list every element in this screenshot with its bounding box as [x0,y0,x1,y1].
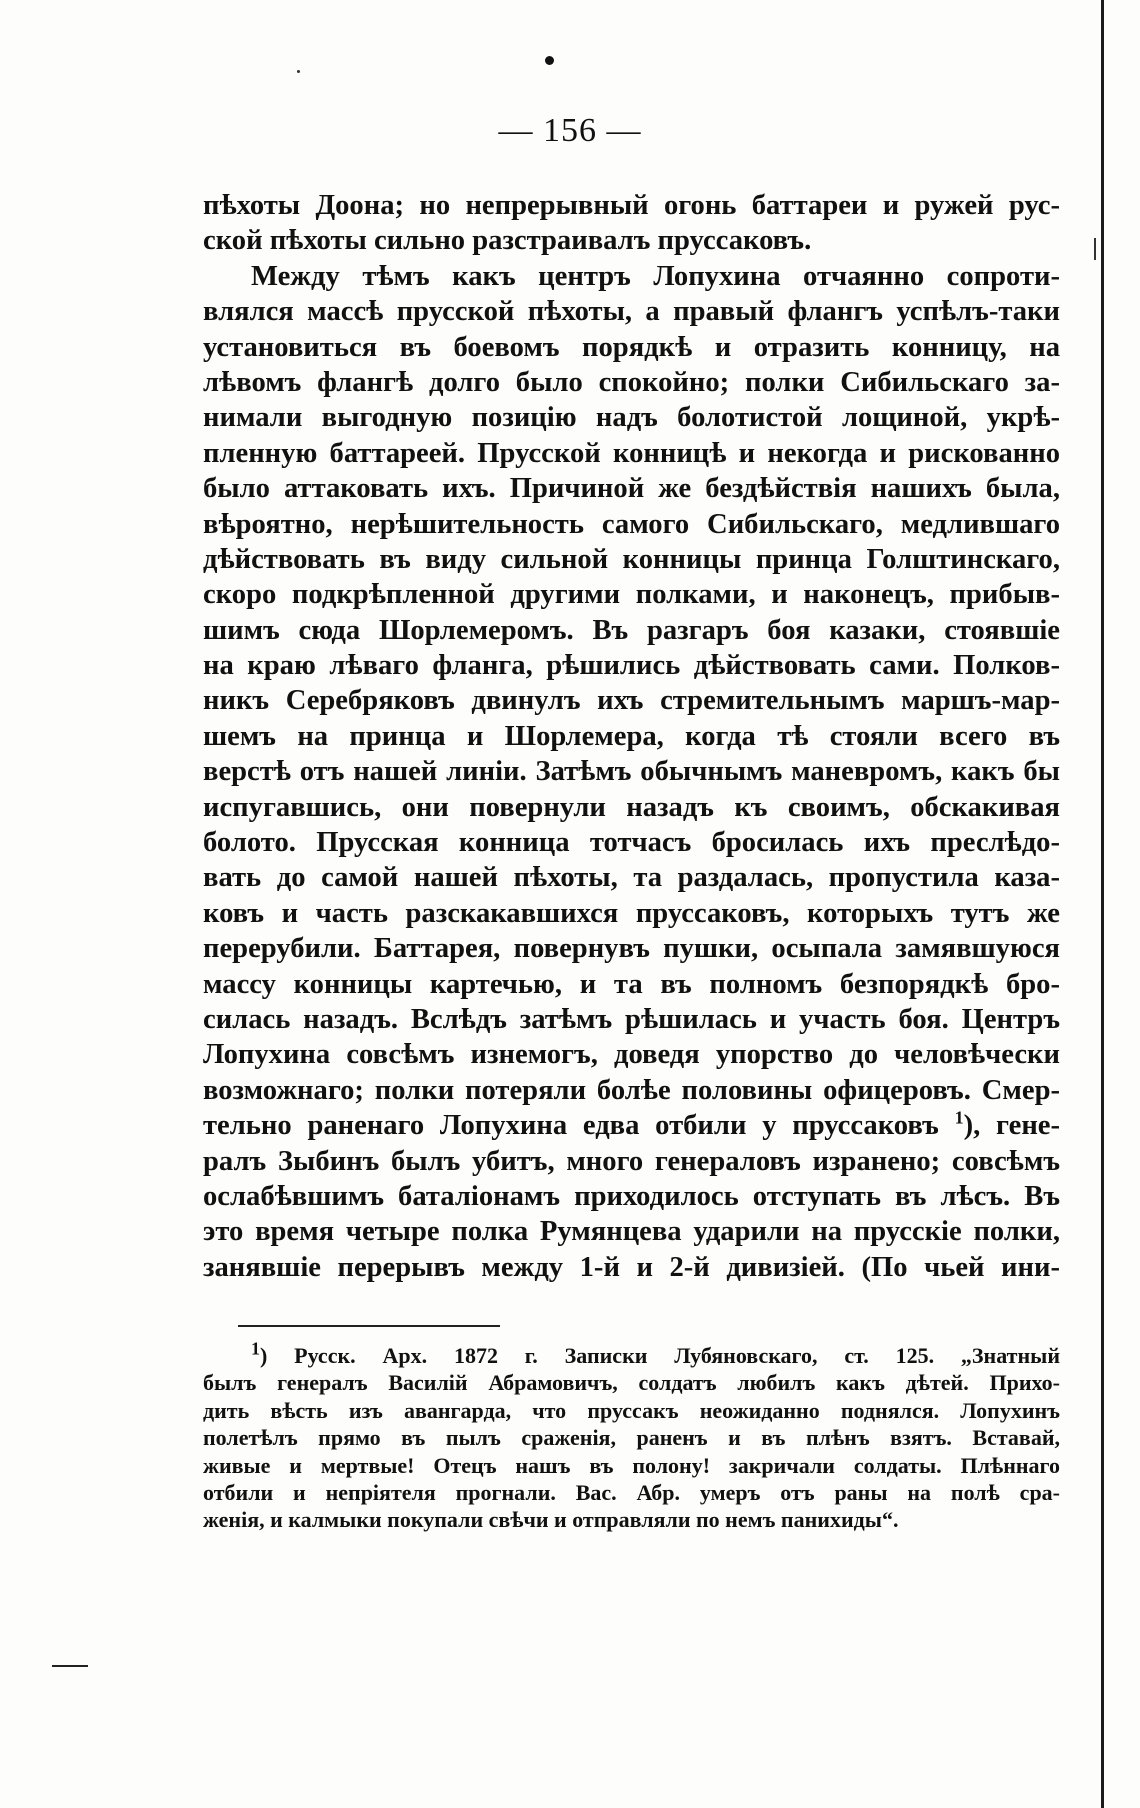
text-line: ской пѣхоты сильно разстраивалъ пруссаковъ. [203,225,812,257]
text-line: возможнаго; полки потеряли болѣе половины офицеровъ. Смер- [203,1074,1060,1106]
footnote [203,1338,1060,1534]
text-line: ралъ Зыбинъ былъ убитъ, много генераловъ изранено; совсѣмъ [203,1145,1060,1177]
text-line: нимали выгодную позицію надъ болотистой лощиной, укрѣ- [203,402,1060,434]
scan-edge-line [1101,0,1104,1808]
footnote-text: Русск. Арх. 1872 г. Записки Лубяновскаго, ст. 125. „Знатный [294,1343,1060,1368]
text-line: Лопухина совсѣмъ изнемогъ, доведя упорство до человѣчески [203,1039,1060,1071]
text-line: никъ Серебряковъ двинулъ ихъ стремительнымъ маршъ-мар- [203,685,1060,717]
text-line: пѣхоты Доона; но непрерывный огонь баттареи и ружей рус- [203,190,1060,221]
footnote-line: былъ генералъ Василій Абрамовичъ, солдатъ любилъ какъ дѣтей. Прихо- [203,1370,1060,1396]
text-line: вѣроятно, нерѣшительность самого Сибильскаго, медлившаго [203,508,1060,540]
text-line: занявшіе перерывъ между 1-й и 2-й дивизіей. (По чьей ини- [203,1251,1060,1283]
text-line: ослабѣвшимъ баталіонамъ приходилось отступать въ лѣсъ. Въ [203,1180,1060,1212]
text-line: скоро подкрѣпленной другими полками, и наконецъ, прибыв- [203,579,1060,611]
footnote-marker: 1 [251,1338,260,1359]
footnote-line: живые и мертвые! Отецъ нашъ въ полону! закричали солдаты. Плѣннаго [203,1452,1060,1478]
text-line: Между тѣмъ какъ центръ Лопухина отчаянно сопроти- [251,260,1060,292]
text-line-with-footnote-ref [203,1108,1060,1143]
text-line: массу конницы картечью, и та въ полномъ безпорядкѣ бро- [203,968,1060,1000]
footnote-line [203,1338,1060,1369]
text-line: лѣвомъ флангѣ долго было спокойно; полки Сибильскаго за- [203,366,1060,398]
footnote-line: женія, и калмыки покупали свѣчи и отправляли по немъ панихиды“. [203,1507,899,1533]
text-line: установиться въ боевомъ порядкѣ и отразить конницу, на [203,331,1060,363]
footnote-ref: 1 [954,1107,964,1128]
main-text [203,188,1060,1285]
text-line: испугавшись, они повернули назадъ къ своимъ, обскакивая [203,791,1060,823]
margin-mark [1094,238,1096,260]
text-line: пленную баттареей. Прусской конницѣ и некогда и рискованно [203,437,1060,469]
footnote-line: дить вѣсть изъ авангарда, что пруссакъ неожиданно поднялся. Лопухинъ [203,1397,1060,1423]
margin-dash [52,1665,88,1667]
text-line: болото. Прусская конница тотчасъ бросилась ихъ преслѣдо- [203,827,1060,859]
text-line: перерубили. Баттарея, повернувъ пушки, осыпала замявшуюся [203,933,1060,965]
footnote-divider [238,1325,500,1327]
text-line: влялся массѣ прусской пѣхоты, а правый флангъ успѣлъ-таки [203,296,1060,328]
footnote-line: отбили и непріятеля прогнали. Вас. Абр. умеръ отъ раны на полѣ сра- [203,1479,1060,1505]
footnote-line: полетѣлъ прямо въ пылъ сраженія, раненъ и въ плѣнъ взятъ. Вставай, [203,1425,1060,1451]
text-line: было аттаковать ихъ. Причиной же бездѣйствія нашихъ была, [203,473,1060,505]
text-segment: ), гене- [963,1110,1061,1142]
page-number: — 156 — [498,112,642,149]
text-line: на краю лѣваго фланга, рѣшились дѣйствовать сами. Полков- [203,650,1060,682]
text-line: верстѣ отъ нашей линіи. Затѣмъ обычнымъ маневромъ, какъ бы [203,756,1060,788]
ink-speck [297,70,300,73]
text-segment: тельно раненаго Лопухина едва отбили у пруссаковъ [203,1110,939,1142]
text-line: шимъ сюда Шорлемеромъ. Въ разгаръ боя казаки, стоявшіе [203,614,1060,646]
text-line: дѣйствовать въ виду сильной конницы принца Голштинскаго, [203,543,1060,575]
footnote-prefix: ) [260,1343,268,1368]
ink-dot [545,56,554,65]
text-line: это время четыре полка Румянцева ударили на прусскіе полки, [203,1216,1060,1248]
text-line: шемъ на принца и Шорлемера, когда тѣ стояли всего въ [203,720,1060,752]
text-line: ковъ и часть разскакавшихся пруссаковъ, которыхъ тутъ же [203,897,1060,929]
text-line: силась назадъ. Вслѣдъ затѣмъ рѣшилась и участь боя. Центръ [203,1003,1060,1035]
text-line: вать до самой нашей пѣхоты, та раздалась, пропустила каза- [203,862,1060,894]
